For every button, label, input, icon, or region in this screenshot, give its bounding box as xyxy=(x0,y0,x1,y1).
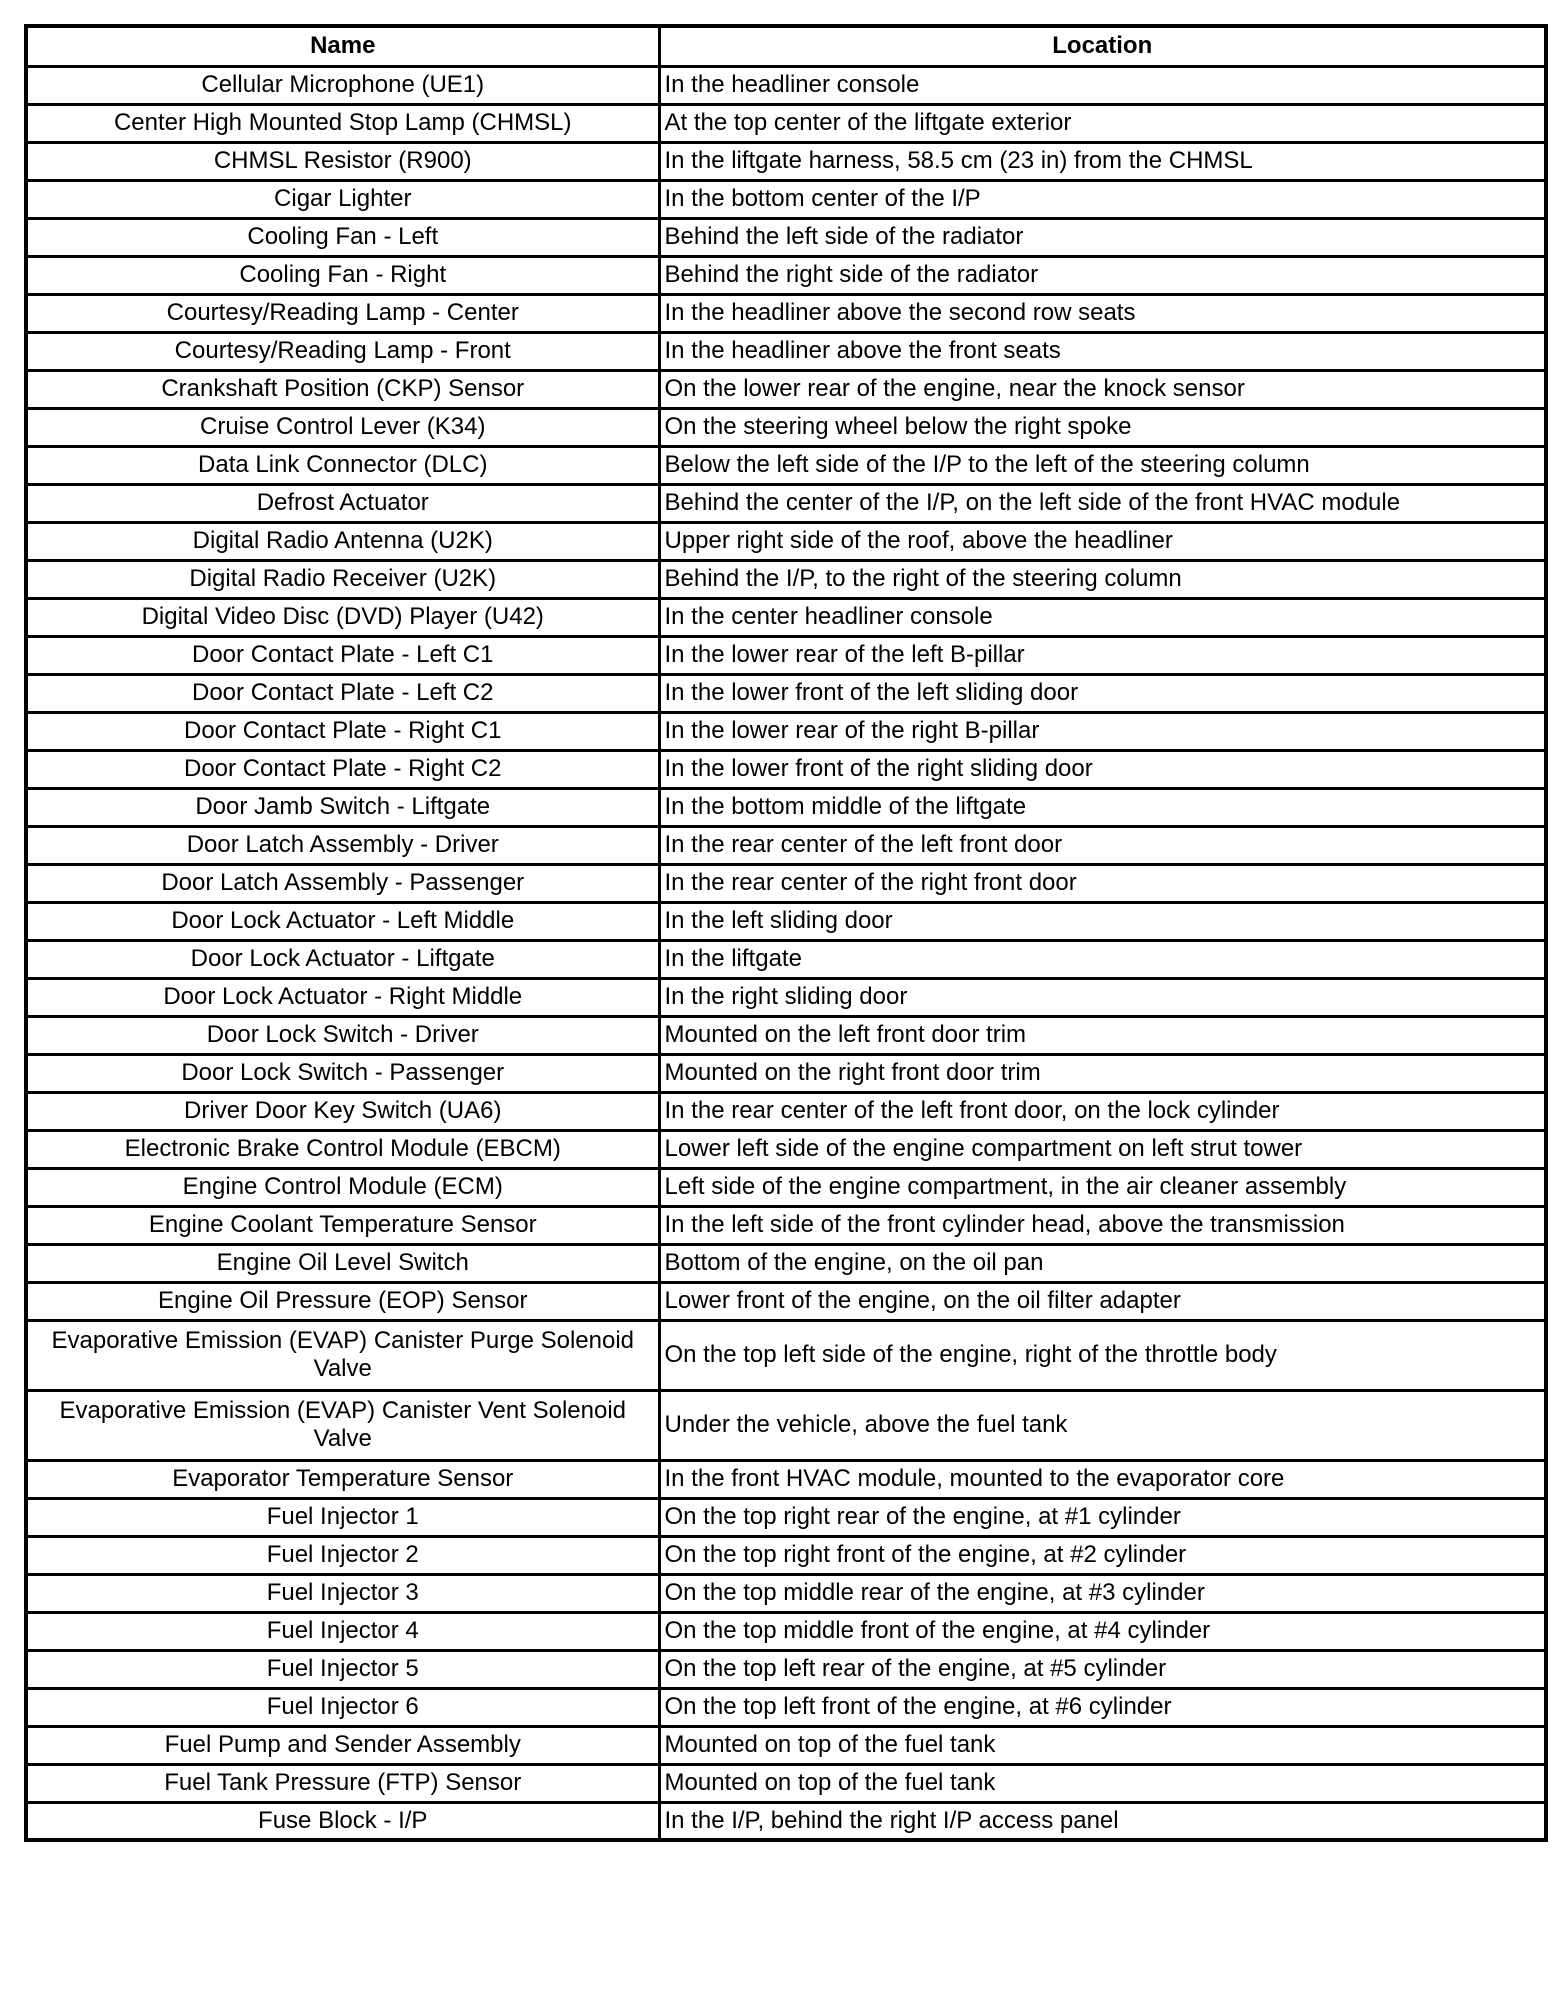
component-location-cell: In the liftgate harness, 58.5 cm (23 in) from the CHMSL xyxy=(659,142,1546,180)
table-row xyxy=(26,1054,1546,1092)
component-location-cell: Upper right side of the roof, above the headliner xyxy=(659,522,1546,560)
component-location-cell: Lower left side of the engine compartment on left strut tower xyxy=(659,1130,1546,1168)
table-row xyxy=(26,712,1546,750)
component-location-cell: In the rear center of the left front door xyxy=(659,826,1546,864)
component-location-cell: On the steering wheel below the right spoke xyxy=(659,408,1546,446)
component-location-cell: In the bottom middle of the liftgate xyxy=(659,788,1546,826)
table-row xyxy=(26,1536,1546,1574)
component-name-cell: Fuel Injector 4 xyxy=(26,1612,659,1650)
component-name-cell: Engine Oil Level Switch xyxy=(26,1244,659,1282)
component-location-cell: Bottom of the engine, on the oil pan xyxy=(659,1244,1546,1282)
component-name-cell: Door Lock Actuator - Right Middle xyxy=(26,978,659,1016)
table-row xyxy=(26,864,1546,902)
table-row xyxy=(26,180,1546,218)
component-name-cell: Door Latch Assembly - Driver xyxy=(26,826,659,864)
table-row xyxy=(26,142,1546,180)
table-row xyxy=(26,1092,1546,1130)
component-name-cell: Fuel Injector 5 xyxy=(26,1650,659,1688)
component-location-cell: Behind the right side of the radiator xyxy=(659,256,1546,294)
component-location-cell: In the rear center of the right front door xyxy=(659,864,1546,902)
component-name-cell: Digital Radio Antenna (U2K) xyxy=(26,522,659,560)
table-row xyxy=(26,1802,1546,1840)
component-name-cell: Fuel Pump and Sender Assembly xyxy=(26,1726,659,1764)
component-name-cell: Door Lock Switch - Driver xyxy=(26,1016,659,1054)
component-location-cell: On the top left rear of the engine, at #5 cylinder xyxy=(659,1650,1546,1688)
component-location-cell: Mounted on the left front door trim xyxy=(659,1016,1546,1054)
table-row xyxy=(26,636,1546,674)
table-row xyxy=(26,1498,1546,1536)
component-name-cell: Evaporator Temperature Sensor xyxy=(26,1460,659,1498)
table-row xyxy=(26,1206,1546,1244)
table-row xyxy=(26,978,1546,1016)
table-row xyxy=(26,1688,1546,1726)
component-location-cell: In the center headliner console xyxy=(659,598,1546,636)
name-column-header: Name xyxy=(26,26,659,66)
table-row xyxy=(26,674,1546,712)
component-location-cell: On the top middle front of the engine, at #4 cylinder xyxy=(659,1612,1546,1650)
component-name-cell: Evaporative Emission (EVAP) Canister Vent Solenoid Valve xyxy=(26,1390,659,1460)
component-name-cell: Fuse Block - I/P xyxy=(26,1802,659,1840)
table-row xyxy=(26,1612,1546,1650)
component-location-cell: In the liftgate xyxy=(659,940,1546,978)
table-row xyxy=(26,788,1546,826)
component-name-cell: Crankshaft Position (CKP) Sensor xyxy=(26,370,659,408)
component-location-cell: In the I/P, behind the right I/P access panel xyxy=(659,1802,1546,1840)
table-row xyxy=(26,66,1546,104)
table-row xyxy=(26,522,1546,560)
table-row xyxy=(26,560,1546,598)
component-name-cell: Defrost Actuator xyxy=(26,484,659,522)
component-name-cell: Door Lock Actuator - Left Middle xyxy=(26,902,659,940)
header-row xyxy=(26,26,1546,66)
component-name-cell: Engine Control Module (ECM) xyxy=(26,1168,659,1206)
component-location-cell: In the left side of the front cylinder head, above the transmission xyxy=(659,1206,1546,1244)
component-name-cell: Digital Radio Receiver (U2K) xyxy=(26,560,659,598)
component-location-cell: On the top right rear of the engine, at #1 cylinder xyxy=(659,1498,1546,1536)
component-location-cell: In the headliner above the front seats xyxy=(659,332,1546,370)
component-name-cell: Door Latch Assembly - Passenger xyxy=(26,864,659,902)
component-name-cell: Fuel Injector 1 xyxy=(26,1498,659,1536)
component-name-cell: Door Lock Actuator - Liftgate xyxy=(26,940,659,978)
component-location-cell: On the top right front of the engine, at #2 cylinder xyxy=(659,1536,1546,1574)
component-location-cell: Mounted on top of the fuel tank xyxy=(659,1764,1546,1802)
component-location-cell: On the top left side of the engine, right of the throttle body xyxy=(659,1320,1546,1390)
component-location-cell: In the lower front of the left sliding door xyxy=(659,674,1546,712)
component-location-cell: Left side of the engine compartment, in the air cleaner assembly xyxy=(659,1168,1546,1206)
component-location-cell: Below the left side of the I/P to the left of the steering column xyxy=(659,446,1546,484)
component-name-cell: Fuel Injector 3 xyxy=(26,1574,659,1612)
table-row xyxy=(26,484,1546,522)
table-row xyxy=(26,1016,1546,1054)
component-name-cell: Electronic Brake Control Module (EBCM) xyxy=(26,1130,659,1168)
component-name-cell: Center High Mounted Stop Lamp (CHMSL) xyxy=(26,104,659,142)
table-row xyxy=(26,218,1546,256)
table-row xyxy=(26,1460,1546,1498)
component-name-cell: Door Contact Plate - Right C1 xyxy=(26,712,659,750)
component-location-cell: In the right sliding door xyxy=(659,978,1546,1016)
table-row xyxy=(26,1244,1546,1282)
component-location-cell: On the top left front of the engine, at #6 cylinder xyxy=(659,1688,1546,1726)
table-row xyxy=(26,408,1546,446)
table-row xyxy=(26,1168,1546,1206)
component-location-cell: Mounted on top of the fuel tank xyxy=(659,1726,1546,1764)
table-row xyxy=(26,598,1546,636)
component-location-cell: In the left sliding door xyxy=(659,902,1546,940)
component-location-cell: In the lower front of the right sliding door xyxy=(659,750,1546,788)
table-row xyxy=(26,1320,1546,1390)
component-name-cell: Door Contact Plate - Left C1 xyxy=(26,636,659,674)
location-column-header: Location xyxy=(659,26,1546,66)
component-name-cell: Door Lock Switch - Passenger xyxy=(26,1054,659,1092)
component-name-cell: Fuel Injector 6 xyxy=(26,1688,659,1726)
table-body xyxy=(26,66,1546,1840)
component-location-cell: In the bottom center of the I/P xyxy=(659,180,1546,218)
component-location-cell: Behind the left side of the radiator xyxy=(659,218,1546,256)
component-name-cell: Cooling Fan - Right xyxy=(26,256,659,294)
component-name-cell: CHMSL Resistor (R900) xyxy=(26,142,659,180)
table-row xyxy=(26,446,1546,484)
component-name-cell: Courtesy/Reading Lamp - Center xyxy=(26,294,659,332)
component-name-cell: Engine Coolant Temperature Sensor xyxy=(26,1206,659,1244)
component-location-cell: In the lower rear of the left B-pillar xyxy=(659,636,1546,674)
component-name-cell: Fuel Tank Pressure (FTP) Sensor xyxy=(26,1764,659,1802)
component-name-cell: Cigar Lighter xyxy=(26,180,659,218)
component-name-cell: Cellular Microphone (UE1) xyxy=(26,66,659,104)
table-row xyxy=(26,940,1546,978)
table-row xyxy=(26,750,1546,788)
component-location-cell: Lower front of the engine, on the oil filter adapter xyxy=(659,1282,1546,1320)
component-location-cell: Under the vehicle, above the fuel tank xyxy=(659,1390,1546,1460)
component-name-cell: Digital Video Disc (DVD) Player (U42) xyxy=(26,598,659,636)
table-row xyxy=(26,902,1546,940)
table-row xyxy=(26,1574,1546,1612)
table-row xyxy=(26,256,1546,294)
table-row xyxy=(26,1390,1546,1460)
component-location-cell: In the headliner above the second row seats xyxy=(659,294,1546,332)
component-name-cell: Courtesy/Reading Lamp - Front xyxy=(26,332,659,370)
table-row xyxy=(26,1282,1546,1320)
component-location-cell: On the top middle rear of the engine, at #3 cylinder xyxy=(659,1574,1546,1612)
component-name-cell: Door Contact Plate - Right C2 xyxy=(26,750,659,788)
component-location-cell: In the rear center of the left front door, on the lock cylinder xyxy=(659,1092,1546,1130)
component-name-cell: Engine Oil Pressure (EOP) Sensor xyxy=(26,1282,659,1320)
table-row xyxy=(26,1650,1546,1688)
component-name-cell: Data Link Connector (DLC) xyxy=(26,446,659,484)
component-location-cell: In the front HVAC module, mounted to the evaporator core xyxy=(659,1460,1546,1498)
component-name-cell: Evaporative Emission (EVAP) Canister Purge Solenoid Valve xyxy=(26,1320,659,1390)
component-name-cell: Cruise Control Lever (K34) xyxy=(26,408,659,446)
component-name-cell: Door Contact Plate - Left C2 xyxy=(26,674,659,712)
component-location-cell: At the top center of the liftgate exterior xyxy=(659,104,1546,142)
component-location-table xyxy=(24,24,1548,1842)
table-row xyxy=(26,826,1546,864)
component-name-cell: Cooling Fan - Left xyxy=(26,218,659,256)
table-row xyxy=(26,370,1546,408)
table-row xyxy=(26,1130,1546,1168)
component-location-cell: In the headliner console xyxy=(659,66,1546,104)
component-name-cell: Driver Door Key Switch (UA6) xyxy=(26,1092,659,1130)
table-row xyxy=(26,294,1546,332)
component-location-cell: Behind the I/P, to the right of the steering column xyxy=(659,560,1546,598)
component-location-cell: Mounted on the right front door trim xyxy=(659,1054,1546,1092)
table-row xyxy=(26,1726,1546,1764)
component-location-cell: Behind the center of the I/P, on the left side of the front HVAC module xyxy=(659,484,1546,522)
table-row xyxy=(26,1764,1546,1802)
table-row xyxy=(26,332,1546,370)
component-name-cell: Fuel Injector 2 xyxy=(26,1536,659,1574)
component-name-cell: Door Jamb Switch - Liftgate xyxy=(26,788,659,826)
component-location-cell: In the lower rear of the right B-pillar xyxy=(659,712,1546,750)
table-row xyxy=(26,104,1546,142)
component-location-cell: On the lower rear of the engine, near the knock sensor xyxy=(659,370,1546,408)
